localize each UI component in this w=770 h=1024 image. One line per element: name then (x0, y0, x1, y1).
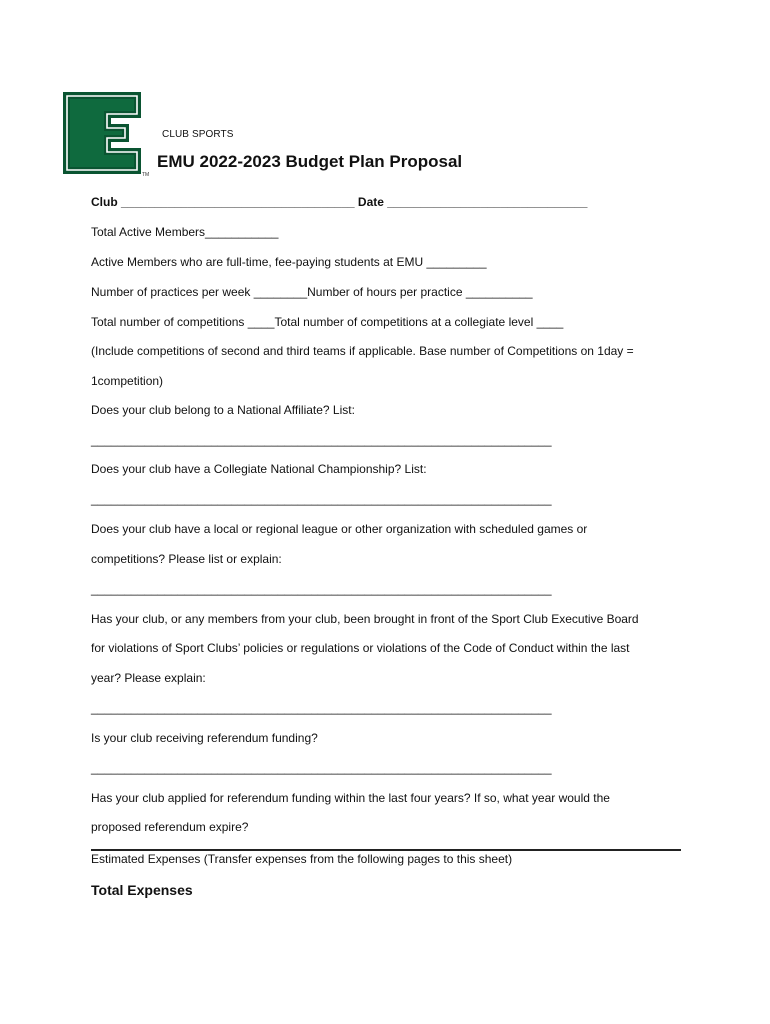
question-applied-line-2: proposed referendum expire? (91, 820, 249, 834)
emu-e-logo (63, 92, 141, 174)
question-league-line-1: Does your club have a local or regional league or other organization with scheduled games or (91, 522, 588, 536)
include-note-line-1: (Include competitions of second and third teams if applicable. Base number of Competitions on 1day = (91, 344, 634, 358)
question-board-line-2: for violations of Sport Clubs’ policies or regulations or violations of the Code of Conduct within the last (91, 641, 630, 655)
fulltime-members-field[interactable]: Active Members who are full-time, fee-paying students at EMU _________ (91, 255, 487, 269)
question-championship: Does your club have a Collegiate National Championship? List: (91, 462, 427, 476)
answer-championship[interactable]: _____________________________________________________________________ (91, 492, 552, 506)
competitions-field[interactable]: Total number of competitions ____Total number of competitions at a collegiate level ____ (91, 315, 564, 329)
question-applied-line-1: Has your club applied for referendum funding within the last four years? If so, what year would the (91, 791, 610, 805)
answer-league[interactable]: _____________________________________________________________________ (91, 582, 552, 596)
trademark-mark: TM (142, 172, 150, 178)
total-active-members-field[interactable]: Total Active Members___________ (91, 225, 279, 239)
question-national-affiliate: Does your club belong to a National Affiliate? List: (91, 403, 355, 417)
question-league-line-2: competitions? Please list or explain: (91, 552, 282, 566)
estimated-expenses-label: Estimated Expenses (Transfer expenses from the following pages to this sheet) (91, 852, 513, 866)
answer-referendum[interactable]: _____________________________________________________________________ (91, 761, 552, 775)
club-date-field[interactable]: Club ___________________________________ Date ______________________________ (91, 195, 588, 209)
include-note-line-2: 1competition) (91, 374, 164, 388)
page-title: EMU 2022-2023 Budget Plan Proposal (157, 152, 463, 171)
total-expenses-heading: Total Expenses (91, 882, 193, 898)
answer-national-affiliate[interactable]: _____________________________________________________________________ (91, 433, 552, 447)
practices-field[interactable]: Number of practices per week ________Number of hours per practice __________ (91, 285, 533, 299)
org-label: CLUB SPORTS (162, 129, 234, 140)
question-board-line-3: year? Please explain: (91, 671, 206, 685)
question-referendum: Is your club receiving referendum funding? (91, 731, 318, 745)
section-divider (91, 849, 681, 851)
answer-board[interactable]: _____________________________________________________________________ (91, 701, 552, 715)
question-board-line-1: Has your club, or any members from your club, been brought in front of the Sport Club Executive Board (91, 612, 639, 626)
